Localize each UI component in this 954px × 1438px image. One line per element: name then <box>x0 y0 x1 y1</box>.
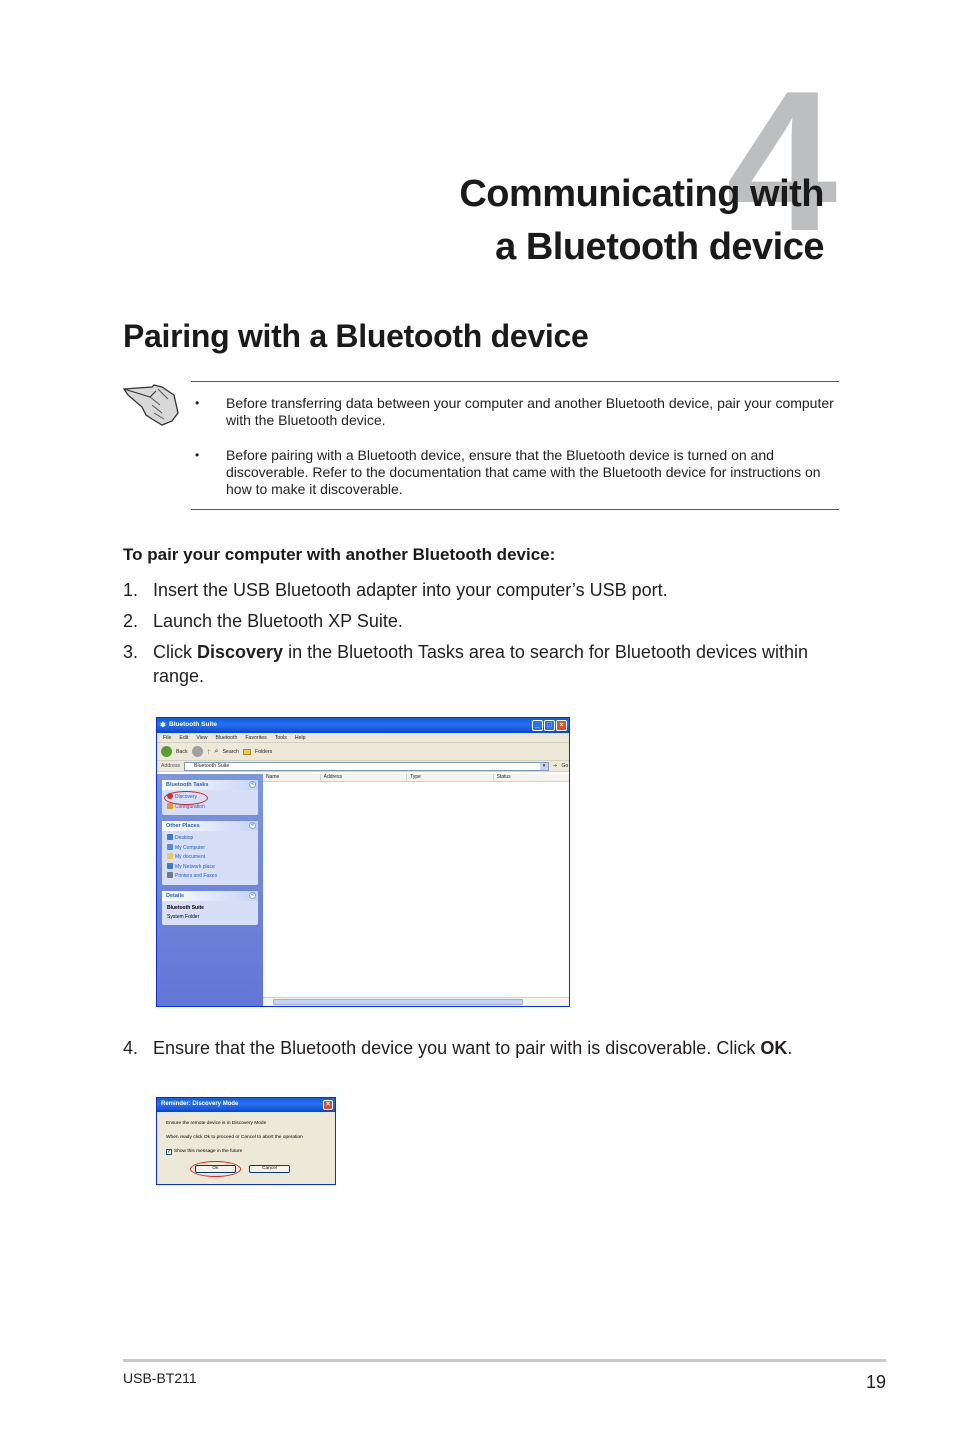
pointing-hand-icon <box>122 375 188 427</box>
dialog-message-2: When ready click Ok to proceed or Cancel to abort the operation <box>166 1135 303 1140</box>
ok-term: OK <box>760 1038 788 1058</box>
window-titlebar <box>157 718 569 733</box>
window-title: Bluetooth Suite <box>169 721 218 728</box>
column-name: Name <box>263 774 321 781</box>
step-3 <box>123 640 823 688</box>
step-number: 3. <box>123 642 139 662</box>
go-arrow-icon: ➔ <box>553 763 558 769</box>
window-body <box>157 774 569 1006</box>
dialog-title: Reminder: Discovery Mode <box>161 1101 239 1107</box>
chapter-title-line1: Communicating with <box>459 173 824 215</box>
dialog-ok-button: Ok <box>195 1165 236 1173</box>
menu-view: View <box>196 735 208 741</box>
details-type: System Folder <box>167 913 200 920</box>
note-item <box>191 447 839 498</box>
menu-bar <box>157 733 569 743</box>
chapter-title <box>459 168 824 274</box>
my-computer-link: My Computer <box>167 844 254 854</box>
menu-help: Help <box>294 735 306 741</box>
address-bar <box>157 761 569 772</box>
step-number: 1. <box>123 580 139 600</box>
close-icon: × <box>556 720 567 731</box>
task-pane <box>157 774 263 1006</box>
details-panel <box>162 891 258 925</box>
bluetooth-icon: ✱ <box>160 722 166 729</box>
procedure-title: To pair your computer with another Bluetooth device: <box>123 545 556 564</box>
checkbox-checked-icon: ✓ <box>167 1149 172 1155</box>
column-type: Type <box>407 774 493 781</box>
address-field: Bluetooth Suite ▾ <box>184 762 549 771</box>
discovery-term: Discovery <box>197 642 284 662</box>
desktop-link: Desktop <box>167 834 254 844</box>
page-number: 19 <box>865 1372 886 1392</box>
step-number: 2. <box>123 611 139 631</box>
my-network-place-link: My Network place <box>167 863 254 873</box>
step-text: Insert the USB Bluetooth adapter into your computer’s USB port. <box>153 580 668 600</box>
step-text: Ensure that the Bluetooth device you want to pair with is discoverable. Click OK. <box>153 1038 793 1058</box>
collapse-icon: « <box>249 822 256 829</box>
discovery-highlight-ellipse <box>164 791 208 805</box>
section-title: Pairing with a Bluetooth device <box>123 318 589 354</box>
configuration-link: Configuration <box>167 803 254 813</box>
note-item <box>191 395 839 429</box>
step-text: Launch the Bluetooth XP Suite. <box>153 611 403 631</box>
footer-product: USB-BT211 <box>123 1370 197 1386</box>
go-label: Go <box>561 763 569 769</box>
folders-label: Folders <box>254 748 273 755</box>
panel-header: Bluetooth Tasks « <box>162 780 258 790</box>
note-box <box>191 381 839 510</box>
collapse-icon: « <box>249 781 256 788</box>
dialog-cancel-button: Cancel <box>249 1165 290 1173</box>
collapse-icon: « <box>249 892 256 899</box>
back-label: Back <box>176 748 188 755</box>
note-text: Before transferring data between your computer and another Bluetooth device, pair your computer with the Bluetooth device. <box>226 395 834 428</box>
printers-faxes-link: Printers and Faxes <box>167 872 254 882</box>
my-document-link: My document <box>167 853 254 863</box>
bullet: • <box>195 448 200 462</box>
column-headers <box>263 774 569 782</box>
bluetooth-suite-screenshot <box>156 717 570 1007</box>
address-label: Address <box>161 763 181 769</box>
step-1 <box>123 578 823 602</box>
panel-header: Details « <box>162 891 258 901</box>
discovery-link: Discovery <box>167 793 254 803</box>
menu-tools: Tools <box>274 735 287 741</box>
chapter-number: 4 <box>726 50 834 273</box>
menu-file: File <box>163 735 172 741</box>
minimize-icon: _ <box>532 720 543 731</box>
chapter-title-line2: a Bluetooth device <box>495 226 824 268</box>
other-places-panel <box>162 821 258 885</box>
bullet: • <box>195 396 200 410</box>
dialog-titlebar <box>157 1098 335 1112</box>
menu-favorites: Favorites <box>245 735 267 741</box>
discovery-mode-dialog-screenshot <box>156 1097 336 1185</box>
menu-edit: Edit <box>179 735 189 741</box>
horizontal-scrollbar <box>263 997 569 1006</box>
toolbar <box>157 743 569 761</box>
step-number: 4. <box>123 1038 139 1058</box>
search-label: Search <box>222 748 239 755</box>
search-icon: ⌕ <box>214 747 219 755</box>
folders-icon <box>243 749 251 755</box>
details-name: Bluetooth Suite <box>167 904 204 911</box>
dropdown-icon: ▾ <box>540 763 548 770</box>
forward-icon <box>192 746 203 757</box>
dialog-message-1: Ensure the remote device is in Discovery Mode <box>166 1121 267 1126</box>
close-icon: × <box>323 1100 333 1110</box>
panel-header: Other Places « <box>162 821 258 831</box>
dialog-checkbox-row: ✓ Show this message in the future <box>167 1149 243 1155</box>
column-status: Status <box>496 774 511 780</box>
step-text: Click Discovery in the Bluetooth Tasks area to search for Bluetooth devices within range. <box>153 642 809 686</box>
note-text: Before pairing with a Bluetooth device, ensure that the Bluetooth device is turned on and discoverable. Refer to the documentation that came with the Bluetooth device for instructions on how to make it discoverable. <box>226 447 821 497</box>
back-icon <box>161 746 172 757</box>
menu-bluetooth: Bluetooth <box>215 735 238 741</box>
footer-rule <box>123 1359 886 1362</box>
maximize-icon: □ <box>544 720 555 731</box>
ok-highlight-ellipse <box>190 1161 241 1177</box>
file-list <box>263 774 569 1006</box>
column-address: Address <box>321 774 407 781</box>
step-4 <box>123 1036 823 1060</box>
step-2 <box>123 609 823 633</box>
up-folder-icon: ↑ <box>206 747 211 756</box>
